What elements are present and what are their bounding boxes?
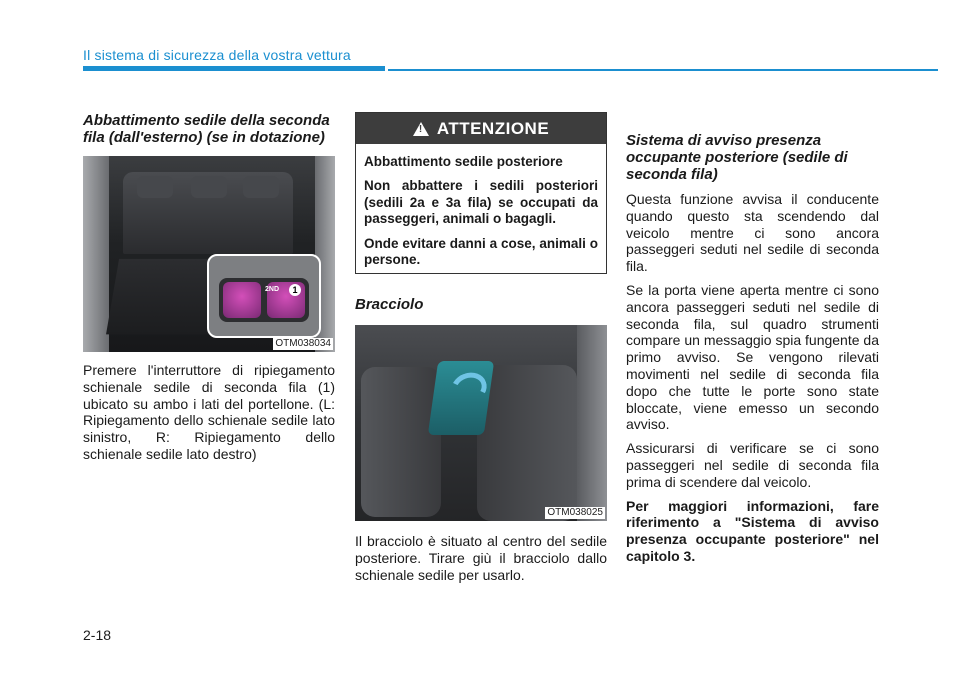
column-left [83,112,335,463]
body-text: Premere l'interruttore di ripiegamento schienale sedile di seconda fila (1) ubicato su ambo i lati del portellone. (L: Ripiegamento dello schienale sedile lato sinistro, R: Ripiegamento dello schienale sedile lato destro) [83,362,335,462]
bold-reference-note: Per maggiori informazioni, fare riferimento a "Sistema di avviso presenza occupante posteriore" nel capitolo 3. [626,497,879,564]
body-paragraph: Se la porta viene aperta mentre ci sono ancora passeggeri seduti nel sedile di seconda fila, sul quadro strumenti compare un messaggio spia fungente da primo avviso. Se vengono rilevati movimenti nel sedile di seconda fila dopo che tutte le porte sono state bloccate, viene emesso un secondo avviso. [626,281,879,433]
seat-fold-left-button-icon [223,282,261,318]
warning-line: Onde evitare danni a cose, animali o persone. [364,235,598,268]
image-code: OTM038034 [275,338,331,349]
photo-armrest [355,325,607,521]
image-code: OTM038025 [547,507,603,518]
photo-seat-right [477,365,577,521]
heading-armrest: Bracciolo [355,296,424,313]
photo-rear-seatback [123,172,293,254]
warning-body [356,144,606,268]
warning-triangle-icon [413,122,429,136]
header-rule-thin [388,69,938,71]
photo-headrest [137,176,173,198]
body-paragraph: Assicurarsi di verificare se ci sono passeggeri nel sedile di seconda fila prima di scendere dal veicolo. [626,440,879,490]
section-header-title: Il sistema di sicurezza della vostra vettura [83,47,351,63]
column-right [626,132,879,565]
header-rule-thick [83,66,385,71]
photo-pillar-left [83,156,109,352]
switch-label-2nd: 2ND [265,286,280,293]
body-paragraph: Questa funzione avvisa il conducente quando questo sta scendendo dal veicolo mentre ci sono ancora passeggeri seduti nel sedile di seconda fila. [626,191,879,275]
fold-switch-panel [219,278,309,322]
heading-rear-occupant-alert: Sistema di avviso presenza occupante posteriore (sedile di seconda fila) [626,132,848,183]
warning-header [356,113,606,144]
warning-line: Non abbattere i sedili posteriori (sedili 2a e 3a fila) se occupati da passeggeri, animali o bagagli. [364,178,598,227]
page-number: 2-18 [83,627,112,643]
photo-inset-fold-switch [207,254,321,338]
warning-title: ATTENZIONE [436,118,550,138]
photo-headrest [243,176,279,198]
heading-rear-seat-fold-exterior: Abbattimento sedile della seconda fila (dall'esterno) (se in dotazione) [83,112,330,146]
column-middle [355,112,607,583]
warning-line: Abbattimento sedile posteriore [364,154,563,169]
callout-number-badge: 1 [289,284,301,296]
photo-door-panel [577,325,607,521]
body-text: Il bracciolo è situato al centro del sedile posteriore. Tirare giù il bracciolo dallo schienale sedile per usarlo. [355,533,607,583]
warning-box [355,112,607,274]
photo-cargo-area [83,156,335,352]
photo-seat-left [361,367,441,517]
photo-headrest [191,176,227,198]
